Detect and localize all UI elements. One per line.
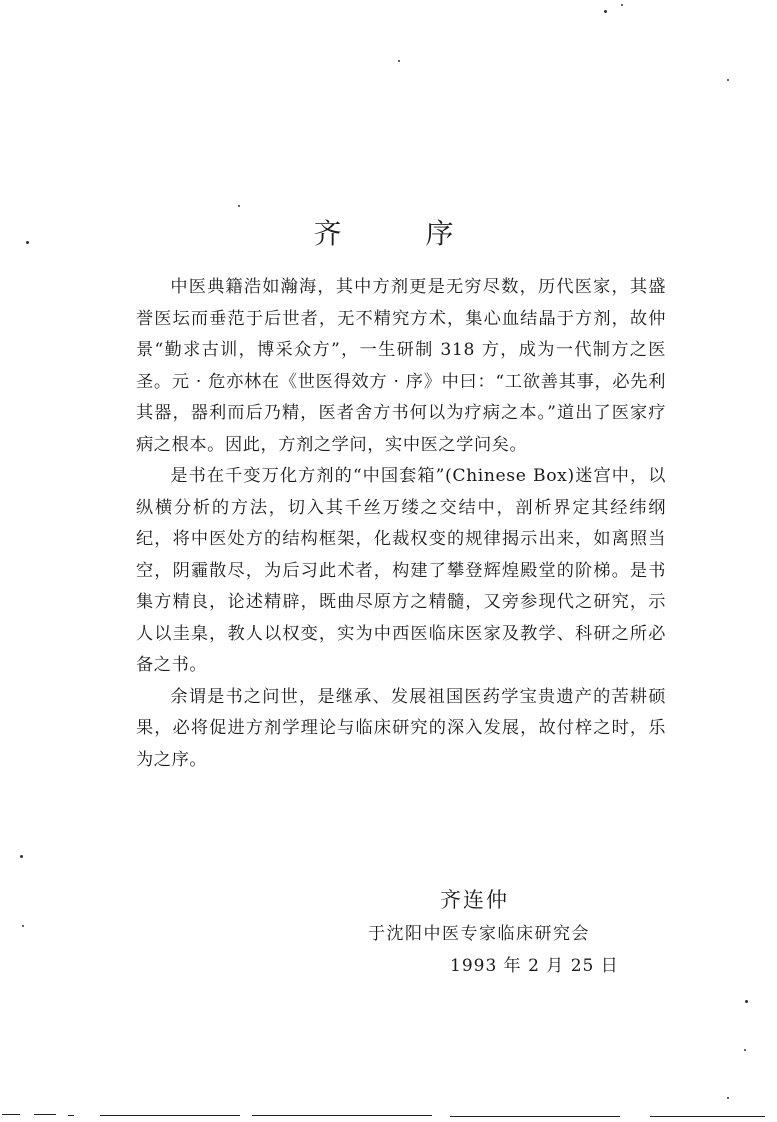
author-place: 于沈阳中医专家临床研究会: [368, 924, 590, 944]
preface-body: [136, 272, 666, 776]
scan-speck: [238, 205, 240, 207]
scan-edge-line: [650, 1116, 765, 1117]
scan-speck: [744, 1049, 746, 1051]
author-name: 齐连仲: [440, 888, 509, 912]
scan-edge-line: [68, 1115, 74, 1116]
scan-speck: [745, 1000, 748, 1003]
scan-speck: [398, 60, 400, 62]
paragraph-2: 是书在千变万化方剂的“中国套箱”(Chinese Box)迷宫中，以纵横分析的方法，切入其千丝万缕之交结中，剖析界定其经纬纲纪，将中医处方的结构框架，化裁权变的规律揭示出来，如离照当空，阴霾散尽，为后习此术者，构建了攀登辉煌殿堂的阶梯。是书集方精良，论述精辟，既曲尽原方之精髓，又旁参现代之研究，示人以圭臬，教人以权变，实为中西医临床医家及教学、科研之所必备之书。: [136, 466, 666, 675]
scan-edge-line: [450, 1116, 620, 1117]
scan-speck: [604, 10, 607, 13]
preface-title: 齐 序: [313, 217, 482, 250]
scan-edge-line: [100, 1115, 240, 1116]
scan-edge-line: [252, 1115, 432, 1116]
paragraph-3: 余谓是书之问世，是继承、发展祖国医药学宝贵遗产的苦耕硕果，必将促进方剂学理论与临床研究的深入发展，故付梓之时，乐为之序。: [136, 686, 666, 770]
signature-date: 1993 年 2 月 25 日: [450, 956, 619, 976]
scan-edge-line: [2, 1114, 20, 1115]
scan-speck: [20, 855, 23, 858]
scan-speck: [26, 241, 29, 244]
signature-block: [340, 883, 670, 981]
scan-edge-line: [34, 1114, 56, 1115]
scan-speck: [22, 925, 24, 927]
scan-speck: [727, 1097, 729, 1099]
scan-speck: [727, 79, 729, 81]
scan-speck: [621, 4, 623, 6]
paragraph-1: 中医典籍浩如瀚海，其中方剂更是无穷尽数，历代医家，其盛誉医坛而垂范于后世者，无不精究方术，集心血结晶于方剂，故仲景“勤求古训，博采众方”，一生研制 318 方，成为一代制方之医圣。元 · 危亦林在《世医得效方 · 序》中曰：“工欲善其事，必先利其器，器利而后乃精，医者舍方书何以为疗病之本。”道出了医家疗病之根本。因此，方剂之学问，实中医之学问矣。: [136, 277, 666, 455]
